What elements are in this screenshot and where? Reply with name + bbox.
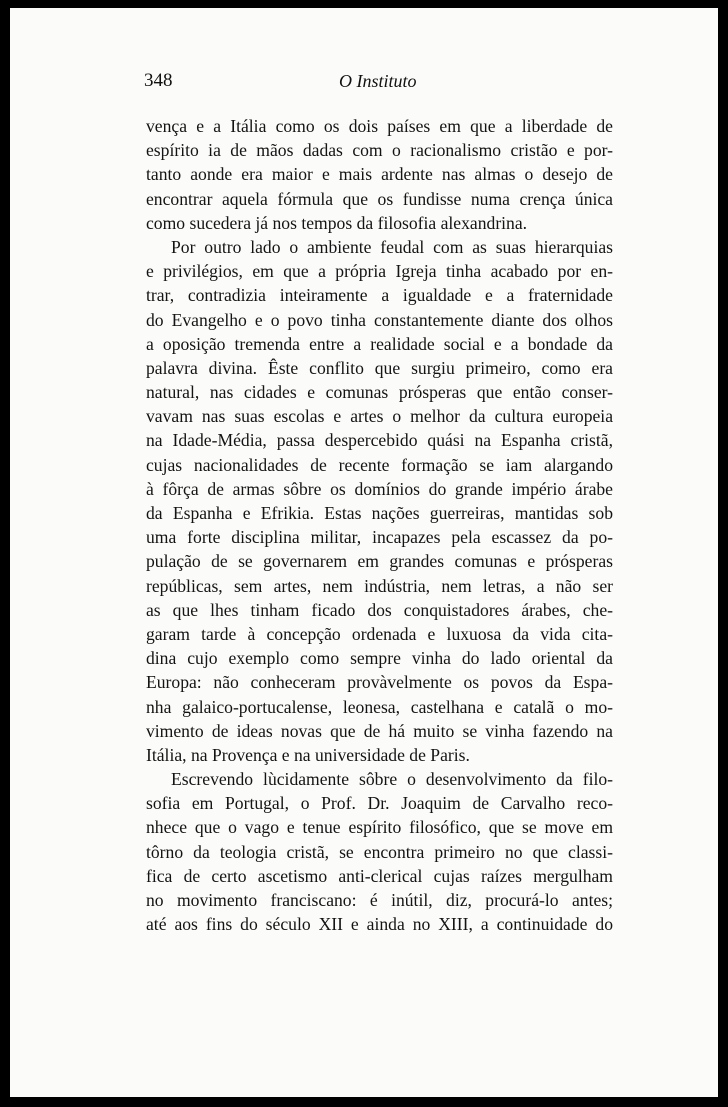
text-line: cujas nacionalidades de recente formação se iam alargando	[146, 454, 613, 475]
text-line: Por outro lado o ambiente feudal com as suas hierarquias	[171, 236, 613, 257]
text-line: espírito ia de mãos dadas com o racionalismo cristão e por-	[146, 140, 613, 161]
text-line: as que lhes tinham ficado dos conquistadores árabes, che-	[146, 599, 613, 620]
text-line: trar, contradizia inteiramente a igualdade e a fraternidade	[146, 285, 613, 306]
text-line: uma forte disciplina militar, incapazes pela escassez da po-	[146, 527, 613, 548]
text-line: tanto aonde era maior e mais ardente nas almas o desejo de	[146, 164, 613, 185]
text-line: nha galaico-portucalense, leonesa, castelhana e catalã o mo-	[146, 696, 613, 717]
text-line: do Evangelho e o povo tinha constantemente diante dos olhos	[146, 309, 613, 330]
text-line: vavam nas suas escolas e artes o melhor da cultura europeia	[146, 406, 613, 427]
text-line: Escrevendo lùcidamente sôbre o desenvolvimento da filo-	[171, 769, 613, 790]
text-line: a oposição tremenda entre a realidade social e a bondade da	[146, 333, 613, 354]
text-line: à fôrça de armas sôbre os domínios do grande império árabe	[146, 478, 613, 499]
text-line: repúblicas, sem artes, nem indústria, nem letras, a não ser	[146, 575, 613, 596]
text-line: da Espanha e Efrikia. Estas nações guerreiras, mantidas sob	[146, 503, 613, 523]
text-line: dina cujo exemplo como sempre vinha do lado oriental da	[146, 648, 613, 669]
text-line: tôrno da teologia cristã, se encontra primeiro no que classi-	[146, 841, 613, 862]
text-line: garam tarde à concepção ordenada e luxuosa da vida cita-	[146, 623, 613, 644]
text-line: fica de certo ascetismo anti-clerical cujas raízes mergulham	[146, 865, 613, 886]
body-text	[146, 114, 613, 936]
text-line: vimento de ideas novas que de há muito se vinha fazendo na	[146, 720, 613, 741]
text-line: na Idade-Média, passa despercebido quási na Espanha cristã,	[146, 430, 613, 451]
text-line: pulação de se governarem em grandes comunas e prósperas	[146, 551, 613, 572]
text-line: e privilégios, em que a própria Igreja tinha acabado por en-	[146, 261, 613, 282]
text-line: no movimento franciscano: é inútil, diz, procurá-lo antes;	[146, 890, 613, 910]
text-line: natural, nas cidades e comunas prósperas que então conser-	[146, 382, 613, 403]
book-page	[10, 8, 718, 1097]
text-line: sofia em Portugal, o Prof. Dr. Joaquim de Carvalho reco-	[146, 793, 613, 814]
text-line: Europa: não conheceram provàvelmente os povos da Espa-	[146, 672, 613, 693]
text-line: nhece que o vago e tenue espírito filosófico, que se move em	[146, 817, 613, 838]
text-line: até aos fins do século XII e ainda no XIII, a continuidade do	[146, 914, 613, 935]
page-header	[144, 70, 624, 100]
text-line: vença e a Itália como os dois países em que a liberdade de	[146, 116, 613, 136]
text-line: Itália, na Provença e na universidade de Paris.	[146, 744, 470, 765]
text-line: encontrar aquela fórmula que os fundisse numa crença única	[146, 188, 613, 209]
text-line: como sucedera já nos tempos da filosofia alexandrina.	[146, 212, 528, 233]
running-title: O Instituto	[339, 71, 417, 91]
text-line: palavra divina. Êste conflito que surgiu primeiro, como era	[146, 357, 613, 378]
page-number: 348	[144, 70, 173, 91]
